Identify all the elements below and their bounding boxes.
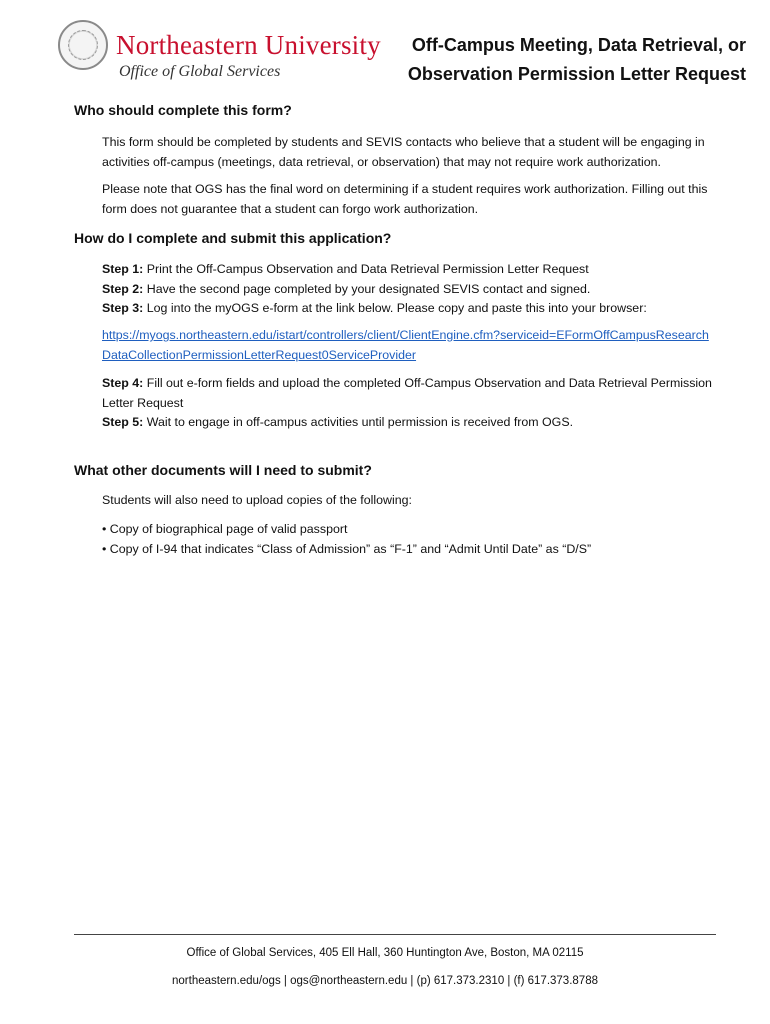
step-2-text: Have the second page completed by your designated SEVIS contact and signed. <box>143 281 591 296</box>
form-title-line1: Off-Campus Meeting, Data Retrieval, or <box>411 35 746 55</box>
university-seal-logo <box>58 20 108 70</box>
section-heading-how: How do I complete and submit this application? <box>74 230 392 246</box>
list-item: • Copy of I-94 that indicates “Class of Admission” as “F-1” and “Admit Until Date” as “D/S” <box>102 541 592 556</box>
form-title <box>406 31 746 89</box>
department-name: Office of Global Services <box>119 63 281 80</box>
step-2 <box>102 280 712 300</box>
footer-contact: northeastern.edu/ogs | ogs@northeastern.edu | (p) 617.373.2310 | (f) 617.373.8788 <box>172 975 598 987</box>
myogs-link-block <box>102 326 712 365</box>
steps-1-3 <box>102 260 712 319</box>
section-heading-documents: What other documents will I need to submit? <box>74 462 372 478</box>
step-4-label: Step 4: <box>102 376 144 390</box>
form-title-line2: Observation Permission Letter Request <box>407 64 746 84</box>
step-3-label: Step 3: <box>102 301 144 315</box>
documents-list <box>102 520 712 559</box>
myogs-eform-link[interactable]: https://myogs.northeastern.edu/istart/controllers/client/ClientEngine.cfm?serviceid=EFormOffCampusResearchDataCollectionPermissionLetterRequest0ServiceProvider <box>102 328 709 362</box>
step-1 <box>102 260 712 280</box>
section1-paragraph2: Please note that OGS has the final word on determining if a student requires work authorization. Filling out this form does not guarantee that a student can forgo work authorization. <box>102 182 708 216</box>
step-2-label: Step 2: <box>102 281 144 296</box>
step-1-text: Print the Off-Campus Observation and Data Retrieval Permission Letter Request <box>143 262 589 276</box>
step-5-text: Wait to engage in off-campus activities until permission is received from OGS. <box>143 415 574 429</box>
step-5-label: Step 5: <box>102 415 144 429</box>
footer-divider <box>74 934 716 935</box>
section1-paragraph1: This form should be completed by students and SEVIS contacts who believe that a student will be engaging in activities off-campus (meetings, data retrieval, or observation) that may not require work authorization. <box>102 135 705 169</box>
step-3 <box>102 299 712 319</box>
university-name: Northeastern University <box>116 30 381 60</box>
step-5 <box>102 413 712 433</box>
step-1-label: Step 1: <box>102 262 144 276</box>
documents-intro: Students will also need to upload copies of the following: <box>102 493 412 507</box>
steps-4-5 <box>102 374 712 433</box>
step-4 <box>102 374 712 413</box>
step-4-text: Fill out e-form fields and upload the completed Off-Campus Observation and Data Retrieval Permission Letter Request <box>102 376 712 410</box>
list-item: • Copy of biographical page of valid passport <box>102 522 348 536</box>
section-heading-who: Who should complete this form? <box>74 102 292 118</box>
step-3-text: Log into the myOGS e-form at the link below. Please copy and paste this into your browser: <box>143 301 647 315</box>
footer-address: Office of Global Services, 405 Ell Hall, 360 Huntington Ave, Boston, MA 02115 <box>186 947 584 959</box>
